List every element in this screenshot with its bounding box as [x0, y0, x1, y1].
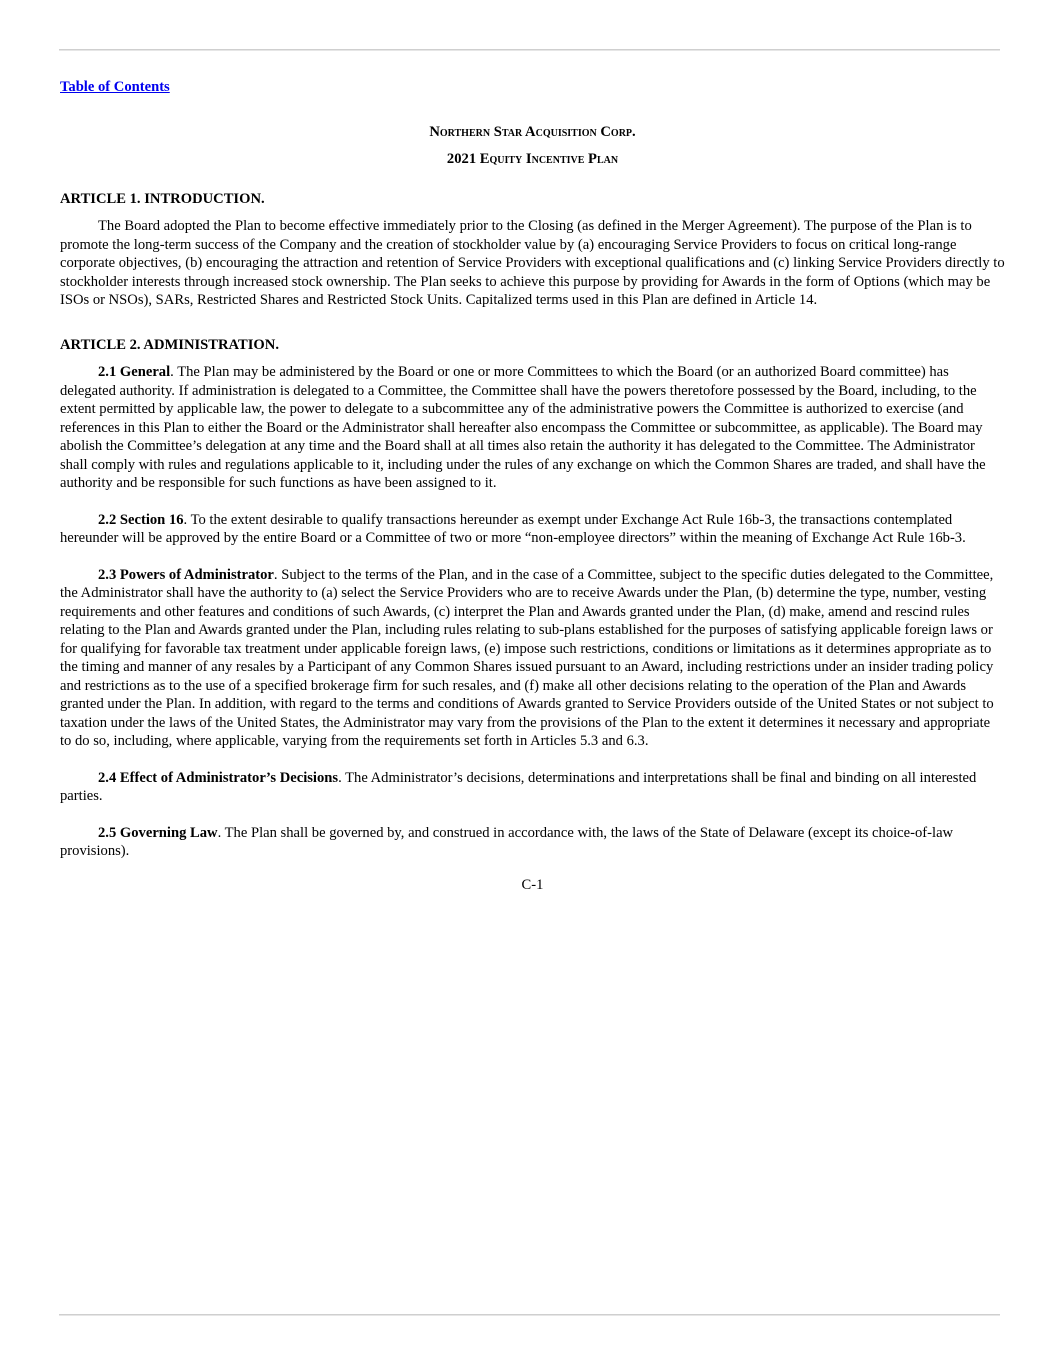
table-of-contents-link[interactable]: Table of Contents — [60, 79, 170, 95]
section-2-2 — [60, 511, 1005, 548]
section-2-3 — [60, 566, 1005, 751]
article-2-heading: ARTICLE 2. ADMINISTRATION. — [60, 336, 279, 353]
bottom-divider — [59, 1314, 1000, 1316]
page-number: C-1 — [521, 876, 544, 893]
section-2-4-title: 2.4 Effect of Administrator’s Decisions — [98, 769, 339, 786]
plan-title: 2021 Equity Incentive Plan — [446, 151, 619, 167]
document-page — [60, 78, 1005, 894]
section-2-5-text: . The Plan shall be governed by, and construed in accordance with, the laws of the State of Delaware (except its choice-of-law provisions). — [60, 824, 954, 859]
section-2-5-title: 2.5 Governing Law — [98, 824, 218, 841]
section-2-4 — [60, 769, 1005, 806]
section-2-5 — [60, 824, 1005, 861]
section-2-2-text: . To the extent desirable to qualify transactions hereunder as exempt under Exchange Act Rule 16b-3, the transactions contemplated hereunder will be approved by the entire Board or a Committee of two or more “non-employee directors” within the meaning of Exchange Act Rule 16b-3. — [60, 511, 966, 546]
article-1-heading: ARTICLE 1. INTRODUCTION. — [60, 190, 265, 207]
section-2-2-title: 2.2 Section 16 — [98, 511, 184, 528]
article-1-paragraph: The Board adopted the Plan to become effective immediately prior to the Closing (as defined in the Merger Agreement). The purpose of the Plan is to promote the long-term success of the Company and the creation of stockholder value by (a) encouraging Service Providers to focus on critical long-range corporate objectives, (b) encouraging the attraction and retention of Service Providers with exceptional qualifications and (c) linking Service Providers directly to stockholder interests through increased stock ownership. The Plan seeks to achieve this purpose by providing for Awards in the form of Options (which may be ISOs or NSOs), SARs, Restricted Shares and Restricted Stock Units. Capitalized terms used in this Plan are defined in Article 14. — [60, 218, 1005, 308]
top-divider — [59, 49, 1000, 51]
company-title: Northern Star Acquisition Corp. — [429, 123, 636, 140]
section-2-1 — [60, 363, 1005, 493]
section-2-1-text: . The Plan may be administered by the Board or one or more Committees to which the Board (or an authorized Board committee) has delegated authority. If administration is delegated to a Committee, the Committee shall have the powers theretofore possessed by the Board, including, to the extent permitted by applicable law, the power to delegate to a subcommittee any of the administrative powers the Committee is authorized to exercise (and references in this Plan to either the Board or the Administrator shall hereafter also encompass the Committee or subcommittee, as applicable). The Board may abolish the Committee’s delegation at any time and the Board shall at all times also retain the authority it has delegated to the Committee. The Administrator shall comply with rules and regulations applicable to it, including under the rules of any exchange on which the Common Shares are traded, and shall have the authority and be responsible for such functions as have been assigned to it. — [60, 364, 986, 491]
section-2-4-text: . The Administrator’s decisions, determinations and interpretations shall be final and binding on all interested parties. — [60, 769, 977, 804]
section-2-3-title: 2.3 Powers of Administrator — [98, 566, 274, 583]
section-2-1-title: 2.1 General — [98, 364, 171, 380]
section-2-3-text: . Subject to the terms of the Plan, and in the case of a Committee, subject to the specific duties delegated to the Committee, the Administrator shall have the authority to (a) select the Service Providers who are to receive Awards under the Plan, (b) determine the type, number, vesting requirements and other features and conditions of such Awards, (c) interpret the Plan and Awards granted under the Plan, (d) make, amend and rescind rules relating to the Plan and Awards granted under the Plan, including rules relating to sub-plans established for the purposes of satisfying applicable foreign laws or for qualifying for favorable tax treatment under applicable foreign laws, (e) impose such restrictions, conditions or limitations as it determines appropriate as to the timing and manner of any resales by a Participant of any Common Shares issued pursuant to an Award, including restrictions under an insider trading policy and restrictions as to the use of a specified brokerage firm for such resales, and (f) make all other decisions relating to the operation of the Plan and Awards granted under the Plan. In addition, with regard to the terms and conditions of Awards granted to Service Providers outside of the United States or not subject to taxation under the laws of the United States, the Administrator may vary from the provisions of the Plan to the extent it determines it necessary and appropriate to do so, including, where applicable, varying from the requirements set forth in Articles 5.3 and 6.3. — [60, 566, 994, 749]
